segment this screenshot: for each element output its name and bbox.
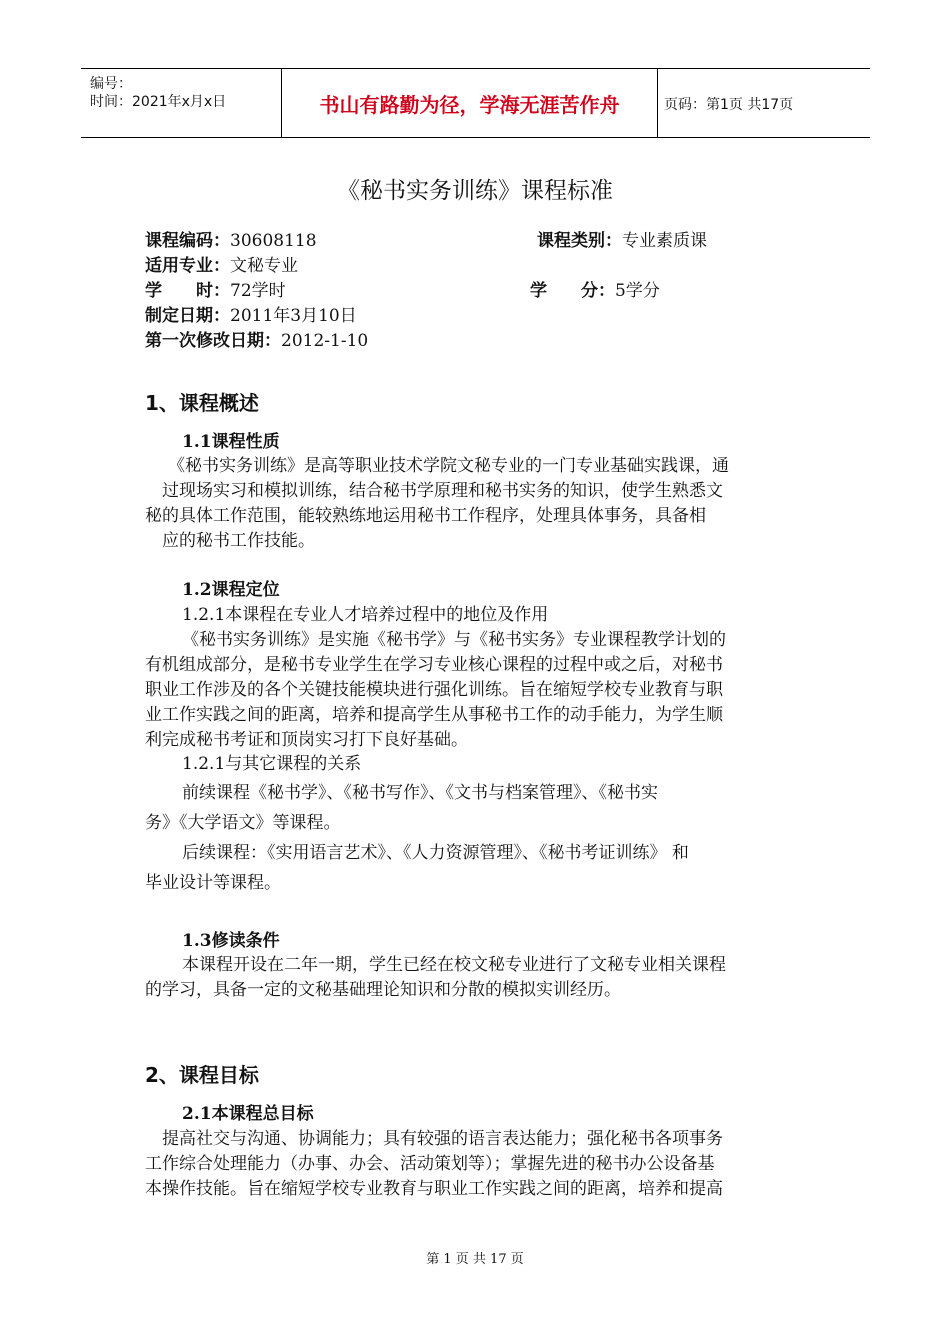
meta-date-label: 制定日期：	[145, 306, 230, 326]
meta-revise	[145, 326, 368, 351]
meta-code	[145, 226, 317, 251]
meta-category-label: 课程类别：	[537, 231, 622, 251]
section-2-1-line: 提高社交与沟通、协调能力；具有较强的语言表达能力；强化秘书各项事务	[162, 1129, 723, 1149]
meta-code-label: 课程编码：	[145, 231, 230, 251]
section-1-1-line: 《秘书实务训练》是高等职业技术学院文秘专业的一门专业基础实践课，通	[168, 456, 729, 476]
meta-credits-value: 5学分	[615, 281, 660, 301]
section-2-1-line: 本操作技能。旨在缩短学校专业教育与职业工作实践之间的距离，培养和提高	[145, 1179, 723, 1199]
next-courses-line: 后续课程：《实用语言艺术》、《人力资源管理》、《秘书考证训练》 和	[182, 843, 689, 863]
page-header	[81, 68, 870, 138]
section-1-1-line: 秘的具体工作范围，能较熟练地运用秘书工作程序，处理具体事务，具备相	[145, 506, 706, 526]
section-1-3-line: 本课程开设在二年一期，学生已经在校文秘专业进行了文秘专业相关课程	[182, 955, 726, 975]
doc-title: 《秘书实务训练》课程标准	[337, 178, 613, 204]
meta-major-value: 文秘专业	[230, 256, 298, 276]
section-2-heading: 2、课程目标	[145, 1063, 259, 1087]
section-1-1-heading: 1.1课程性质	[182, 432, 280, 452]
meta-hours-label: 学 时：	[145, 281, 230, 301]
header-left-cell	[81, 69, 281, 137]
page-footer: 第 1 页 共 17 页	[426, 1252, 524, 1267]
prev-courses-line: 务》《大学语文》等课程。	[145, 813, 341, 833]
section-1-2-1-heading: 1.2.1本课程在专业人才培养过程中的地位及作用	[182, 605, 549, 625]
page-info: 页码：第1页 共17页	[664, 97, 794, 113]
section-1-2-2-heading: 1.2.1与其它课程的关系	[182, 754, 362, 774]
meta-credits	[530, 276, 660, 301]
section-1-2-heading: 1.2课程定位	[182, 580, 280, 600]
meta-category	[537, 226, 707, 251]
meta-category-value: 专业素质课	[622, 231, 707, 251]
section-1-1-line: 过现场实习和模拟训练，结合秘书学原理和秘书实务的知识，使学生熟悉文	[162, 481, 723, 501]
meta-major-label: 适用专业：	[145, 256, 230, 276]
meta-code-value: 30608118	[230, 231, 317, 251]
meta-major	[145, 251, 298, 276]
section-2-1-heading: 2.1本课程总目标	[182, 1104, 314, 1124]
section-1-1-line: 应的秘书工作技能。	[162, 531, 315, 551]
meta-revise-label: 第一次修改日期：	[145, 331, 281, 351]
section-1-2-1-line: 业工作实践之间的距离，培养和提高学生从事秘书工作的动手能力，为学生顺	[145, 705, 723, 725]
meta-date	[145, 301, 357, 326]
section-1-2-1-line: 有机组成部分，是秘书专业学生在学习专业核心课程的过程中或之后，对秘书	[145, 655, 723, 675]
section-1-3-heading: 1.3修读条件	[182, 931, 280, 951]
next-courses-line: 毕业设计等课程。	[145, 873, 281, 893]
section-1-3-line: 的学习，具备一定的文秘基础理论知识和分散的模拟实训经历。	[145, 980, 621, 1000]
time-label: 时间：2021年x月x日	[90, 94, 227, 110]
motto: 书山有路勤为径，学海无涯苦作舟	[281, 69, 658, 137]
meta-revise-value: 2012-1-10	[281, 331, 369, 351]
meta-hours	[145, 276, 286, 301]
prev-courses-line: 前续课程《秘书学》、《秘书写作》、《文书与档案管理》、《秘书实	[182, 783, 658, 803]
section-1-2-1-line: 利完成秘书考证和顶岗实习打下良好基础。	[145, 730, 468, 750]
meta-credits-label: 学 分：	[530, 281, 615, 301]
section-1-heading: 1、课程概述	[145, 391, 259, 415]
meta-date-value: 2011年3月10日	[230, 306, 357, 326]
section-2-1-line: 工作综合处理能力（办事、办会、活动策划等）；掌握先进的秘书办公设备基	[145, 1154, 715, 1174]
section-1-2-1-line: 职业工作涉及的各个关键技能模块进行强化训练。旨在缩短学校专业教育与职	[145, 680, 723, 700]
section-1-2-1-line: 《秘书实务训练》是实施《秘书学》与《秘书实务》专业课程教学计划的	[182, 630, 726, 650]
meta-hours-value: 72学时	[230, 281, 286, 301]
number-label: 编号：	[90, 76, 132, 92]
